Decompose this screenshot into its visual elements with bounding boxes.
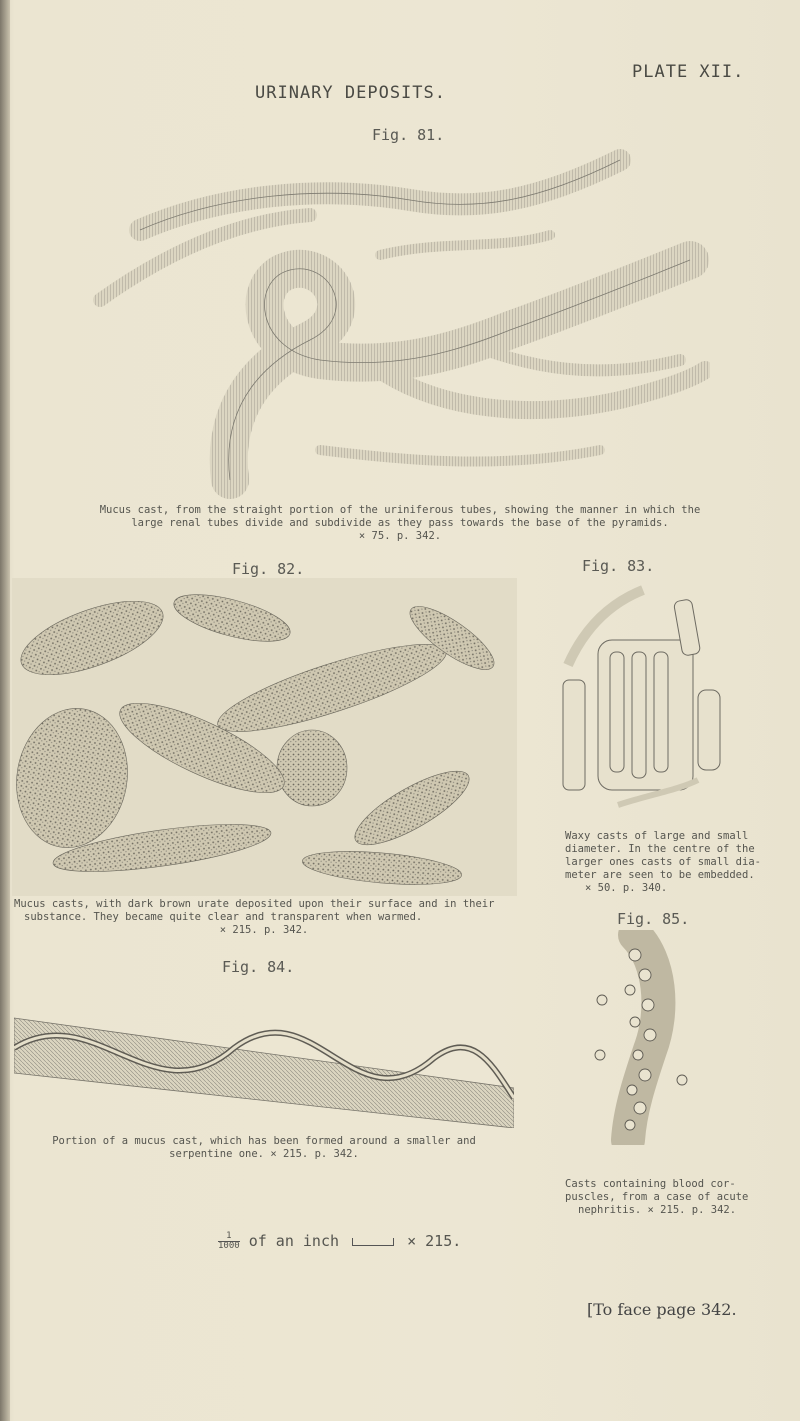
fig83-caption-line4: meter are seen to be embedded. [565, 869, 755, 881]
fig83-caption-line2: diameter. In the centre of the [565, 843, 755, 855]
scale-fraction-denominator: 1000 [218, 1241, 240, 1251]
fig82-urate-casts-illustration [12, 578, 517, 896]
fig81-caption-line1: Mucus cast, from the straight portion of the uriniferous tubes, showing the manner in which the [99, 504, 701, 516]
facing-page-note: [To face page 342. [587, 1300, 737, 1319]
fig84-caption-line1: Portion of a mucus cast, which has been formed around a smaller and [52, 1135, 476, 1147]
fig84-caption-line2: serpentine one. × 215. p. 342. [169, 1148, 359, 1160]
fig81-caption-line3: × 75. p. 342. [358, 530, 442, 542]
fig84-serpentine-cast-illustration [14, 978, 514, 1128]
fig83-label: Fig. 83. [582, 557, 655, 575]
fig82-caption-line3: × 215. p. 342. [219, 924, 309, 936]
fig85-blood-corpuscle-cast-illustration [590, 930, 700, 1145]
fig83-waxy-casts-illustration [548, 580, 728, 820]
fig85-label: Fig. 85. [617, 910, 690, 928]
book-binding-edge [0, 0, 10, 1421]
fig81-mucus-cast-illustration [80, 140, 710, 500]
fig83-caption-line5: × 50. p. 340. [585, 882, 668, 894]
scale-indicator [218, 1232, 461, 1251]
fig85-caption-line1: Casts containing blood cor- [565, 1178, 736, 1190]
fig82-caption-line2: substance. They became quite clear and transparent when warmed. [24, 911, 423, 923]
scale-bar [352, 1238, 394, 1246]
plate-number: PLATE XII. [632, 62, 745, 82]
fig84-label: Fig. 84. [222, 958, 295, 976]
scale-text-before: of an inch [248, 1232, 340, 1250]
fig81-label: Fig. 81. [372, 126, 445, 144]
fig81-caption-line2: large renal tubes divide and subdivide as they pass towards the base of the pyramids. [131, 517, 669, 529]
scale-fraction-numerator: 1 [218, 1232, 240, 1242]
fig83-caption-line1: Waxy casts of large and small [565, 830, 749, 842]
plate-title: URINARY DEPOSITS. [255, 83, 446, 103]
scale-text-after: × 215. [407, 1232, 462, 1250]
fig85-caption-line2: puscles, from a case of acute [565, 1191, 749, 1203]
fig82-label: Fig. 82. [232, 560, 305, 578]
fig85-caption-line3: nephritis. × 215. p. 342. [578, 1204, 737, 1216]
scale-fraction [218, 1232, 240, 1251]
fig83-caption-line3: larger ones casts of small dia- [565, 856, 761, 868]
fig82-caption-line1: Mucus casts, with dark brown urate deposited upon their surface and in their [14, 898, 495, 910]
